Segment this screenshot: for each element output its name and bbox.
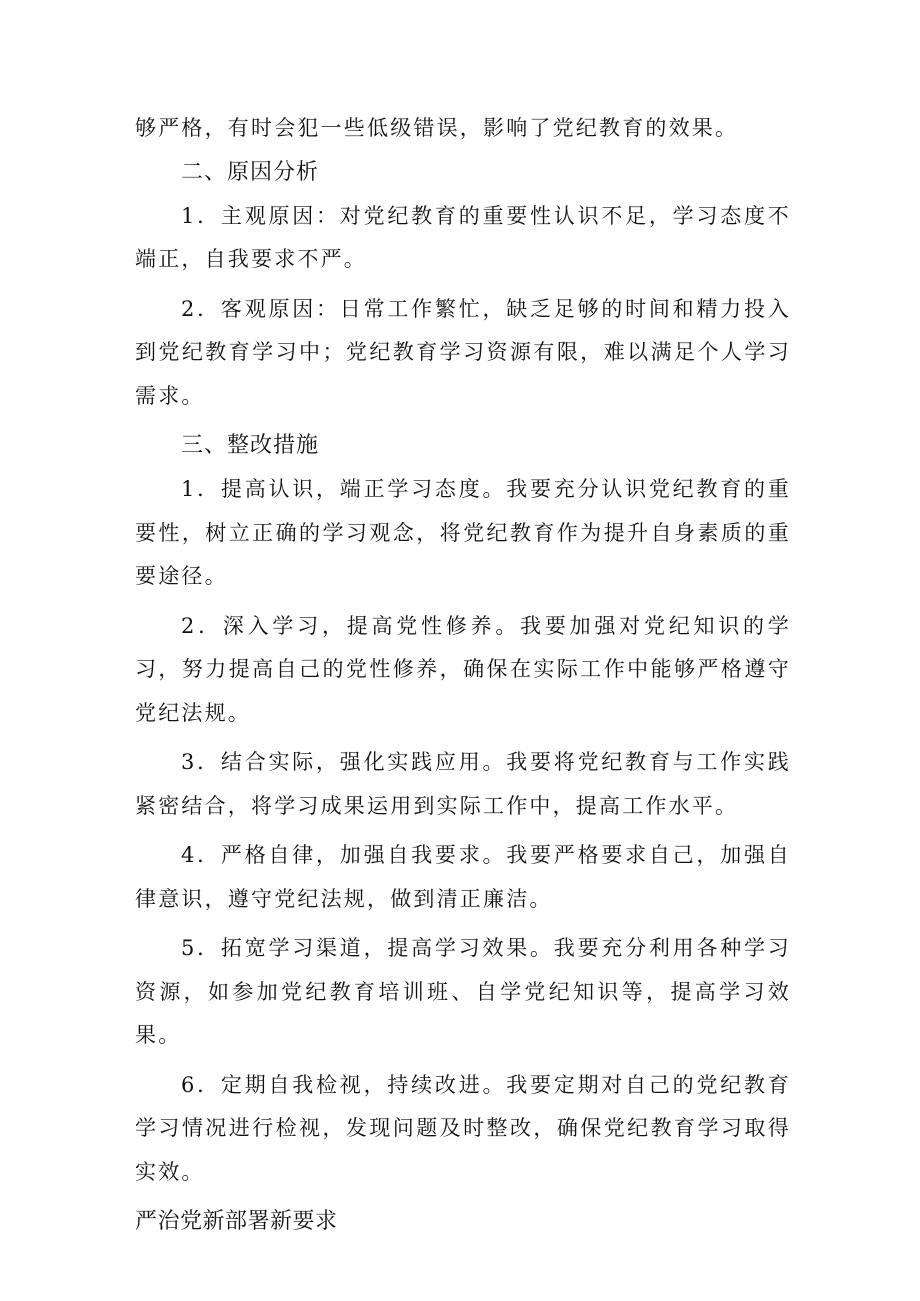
cause-item-2: 2．客观原因：日常工作繁忙，缺乏足够的时间和精力投入到党纪教育学习中；党纪教育学习资源有限，难以满足个人学习需求。 <box>135 296 791 408</box>
next-section-title: 严治党新部署新要求 <box>135 1209 338 1234</box>
lead-paragraph: 够严格，有时会犯一些低级错误，影响了党纪教育的效果。 <box>135 116 739 140</box>
measure-item-4: 4．严格自律，加强自我要求。我要严格要求自己，加强自律意识，遵守党纪法规，做到清正廉洁。 <box>135 843 791 911</box>
measure-item-1: 1．提高认识，端正学习态度。我要充分认识党纪教育的重要性，树立正确的学习观念，将党纪教育作为提升自身素质的重要途径。 <box>135 477 791 588</box>
measure-item-2: 2．深入学习，提高党性修养。我要加强对党纪知识的学习，努力提高自己的党性修养，确保在实际工作中能够严格遵守党纪法规。 <box>135 613 791 725</box>
section-heading-cause-analysis: 二、原因分析 <box>181 159 320 185</box>
section-heading-rectification: 三、整改措施 <box>181 433 320 458</box>
measure-item-3: 3．结合实际，强化实践应用。我要将党纪教育与工作实践紧密结合，将学习成果运用到实际工作中，提高工作水平。 <box>135 750 791 818</box>
measure-item-6: 6．定期自我检视，持续改进。我要定期对自己的党纪教育学习情况进行检视，发现问题及时整改，确保党纪教育学习取得实效。 <box>135 1072 791 1184</box>
document-body <box>135 107 791 1244</box>
measure-item-5: 5．拓宽学习渠道，提高学习效果。我要充分利用各种学习资源，如参加党纪教育培训班、自学党纪知识等，提高学习效果。 <box>135 936 791 1047</box>
cause-item-1: 1．主观原因：对党纪教育的重要性认识不足，学习态度不端正，自我要求不严。 <box>135 203 791 271</box>
